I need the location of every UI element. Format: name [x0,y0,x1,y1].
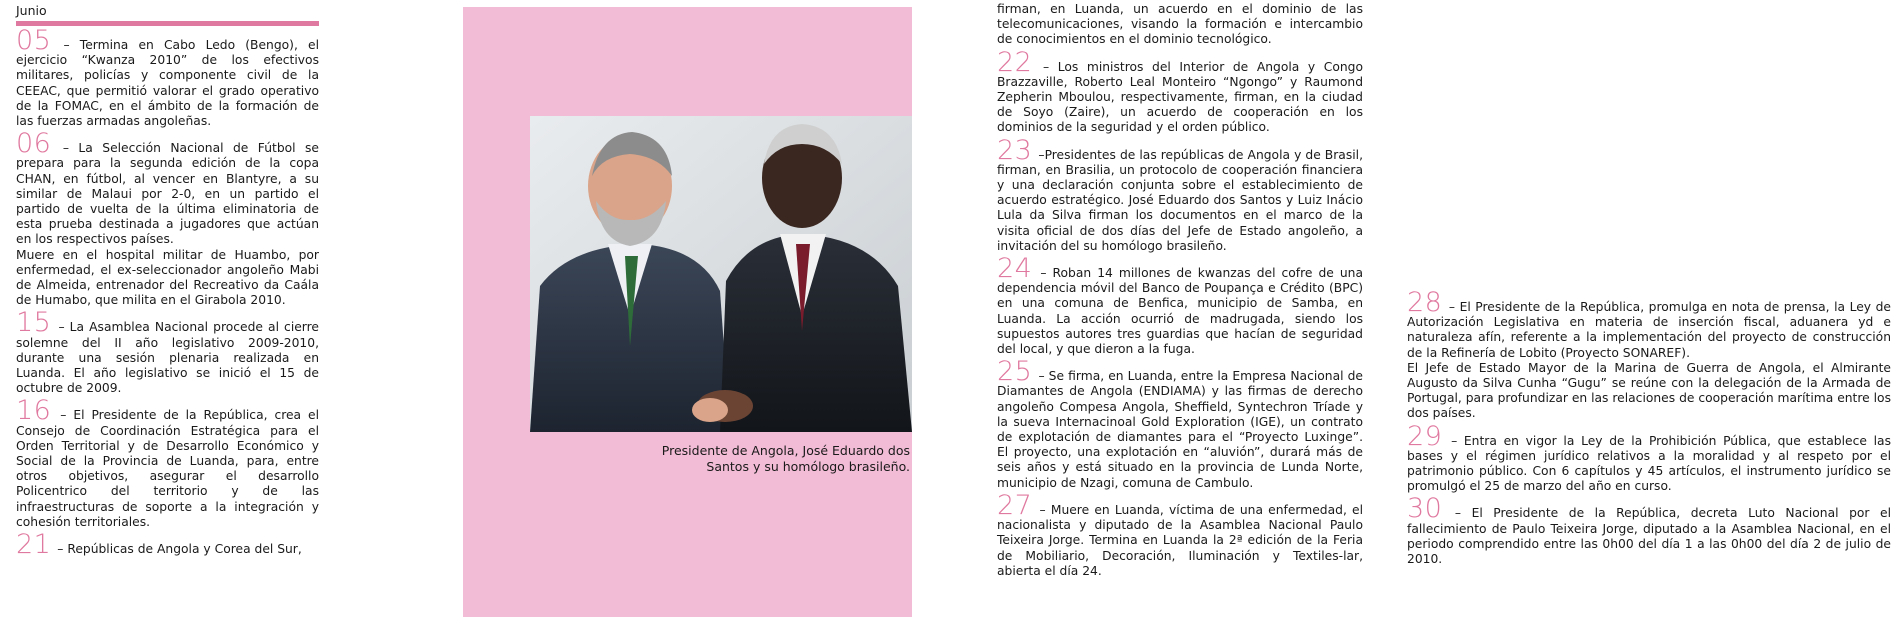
entry [16,128,319,247]
entry-text: – Repúblicas de Angola y Corea del Sur, [57,542,302,557]
middle-column [997,2,1363,584]
entry-day: 28 [1407,287,1443,318]
entry-text: – Termina en Cabo Ledo (Bengo), el ejercicio “Kwanza 2010” de los efectivos militares, policías y componente civil de la CEEAC, que permitió valorar el grado operativo de la FOMAC, en el ámbito de la formación de las fuerzas armadas angoleñas. [16,38,319,129]
entry [997,134,1363,254]
entry-text: – Los ministros del Interior de Angola y Congo Brazzaville, Roberto Leal Monteiro “Ngongo” y Raumond Zepherin Mboulou, respectivamente, firman, en la ciudad de Soyo (Zaire), un acuerdo de cooperación en los dominios de la seguridad y el orden público. [997,59,1364,135]
month-header: Junio [16,3,47,18]
entry [997,46,1364,136]
photo-caption: Presidente de Angola, José Eduardo dos Santos y su homólogo brasileño. [661,443,910,474]
entry-text: – Muere en Luanda, víctima de una enfermedad, el nacionalista y diputado de la Asamblea Nacional Paulo Teixeira Jorge. Termina en Luanda la 2ª edición de la Feria de Mobiliario, Decoración, Iluminación y Textiles-lar, abierta el día 24. [997,502,1363,578]
entry-day: 16 [16,395,52,427]
entry-text: – Entra en vigor la Ley de la Prohibición Pública, que establece las bases y el régimen jurídico relativos a la moralidad y al respeto por el patrimonio público. Con 6 capítulos y 45 artículos, el instrumento jurídico se promulgó el 25 de marzo del año en curso. [1407,433,1891,494]
entry [16,307,319,396]
entry-text: –Presidentes de las repúblicas de Angola y de Brasil, firman, en Brasilia, un protocolo de cooperación financiera y una declaración conjunta sobre el establecimiento de acuerdo estratégico. José Eduardo dos Santos y Luiz Inácio Lula da Silva firman los documentos en el marco de la visita oficial de dos días del Jefe de Estado angoleño, a invitación del su homólogo brasileño. [997,147,1363,253]
entry-day: 22 [997,46,1033,78]
entry-day: 30 [1407,493,1443,525]
left-column [16,25,319,562]
entry [1407,287,1891,361]
header-rule [16,21,319,26]
entry-day: 05 [16,25,52,56]
entry [16,529,319,561]
entry-text: – El Presidente de la República, decreta Luto Nacional por el fallecimiento de Paulo Teixeira Jorge, diputado a la Asamblea Nacional, en el periodo comprendido entre las 0h00 del día 1 a las 0h00 del día 2 de julio de 2010. [1407,506,1891,567]
entry-text: – El Presidente de la República, crea el Consejo de Coordinación Estratégica para el Orden Territorial y de Desarrollo Económico y Social de la Provincia de Luanda, para, entre otros objetivos, asegurar el desarrollo Policentrico del territorio y de las infraestructuras de soporte a la integración y cohesión territoriales. [16,408,319,529]
entry-extra: Muere en el hospital militar de Huambo, por enfermedad, el ex-seleccionador angoleño Mabi de Almeida, entrenador del Recreativo da Caála de Humabo, que milita en el Girabola 2010. [16,247,319,308]
entry-continuation: firman, en Luanda, un acuerdo en el dominio de las telecomunicaciones, visando la formación e intercambio de conocimientos en el dominio tecnológico. [997,2,1363,47]
entry [1407,493,1891,567]
entry-extra: El Jefe de Estado Mayor de la Marina de Guerra de Angola, el Almirante Augusto da Silva Cunha “Gugu” se reúne con la delegación de la Armada de Portugal, para profundizar en las relaciones de cooperación marítima entre los dos países. [1407,360,1891,421]
entry-text: – El Presidente de la República, promulga en nota de prensa, la Ley de Autorización Legislativa en materia de inserción fiscal, aduanera yd e naturaleza afín, referente a la implementación del proyecto de construcción de la Refinería de Lobito (Proyecto SONAREF). [1407,300,1891,360]
entry-day: 06 [16,128,52,160]
entry-day: 21 [16,529,52,561]
entry [997,253,1363,357]
entry-day: 24 [997,253,1033,285]
entry-text: – La Asamblea Nacional procede al cierre solemne del II año legislativo 2009-2010, durante una sesión plenaria realizada en Luanda. El año legislativo se inició el 15 de octubre de 2009. [16,320,319,396]
entry [1407,420,1891,495]
entry-day: 25 [997,356,1033,388]
entry-day: 15 [16,307,52,339]
entry-text: – Roban 14 millones de kwanzas del cofre de una dependencia móvil del Banco de Poupança e Crédito (BPC) en una comuna de Benfica, municipio de Samba, en Luanda. La acción ocurrió de madrugada, siendo los supuestos autores tres guardias que hacían de seguridad del local, y que dieron a la fuga. [997,266,1363,357]
entry-text: – Se firma, en Luanda, entre la Empresa Nacional de Diamantes de Angola (ENDIAMA) y las firmas de derecho angoleño Compesa Angola, Sheffield, Syntechron Tríade y la sueva Internacinoal Gold Exploration (IGE), un contrato de explotación de diamantes para el “Proyecto Luxinge”. El proyecto, una explotación en “aluvión”, durará más de seis años y está situado en la provincia de Lunda Norte, municipio de Nzagi, comuna de Cambulo. [997,369,1363,490]
entry [997,489,1363,579]
entry-text: – La Selección Nacional de Fútbol se prepara para la segunda edición de la copa CHAN, en fútbol, al vencer en Blantyre, a su similar de Malaui por 2-0, en un partido el partido de vuelta de la última eliminatoria de esta prueba destinada a jugadores que actúan en los respectivos países. [16,141,319,247]
right-column [1407,287,1891,572]
entry-day: 27 [997,489,1033,521]
entry [16,25,319,129]
photo-two-men-handshake [530,116,912,432]
entry [997,356,1363,491]
entry [16,395,319,530]
entry-day: 29 [1407,420,1443,452]
entry-day: 23 [997,134,1033,166]
